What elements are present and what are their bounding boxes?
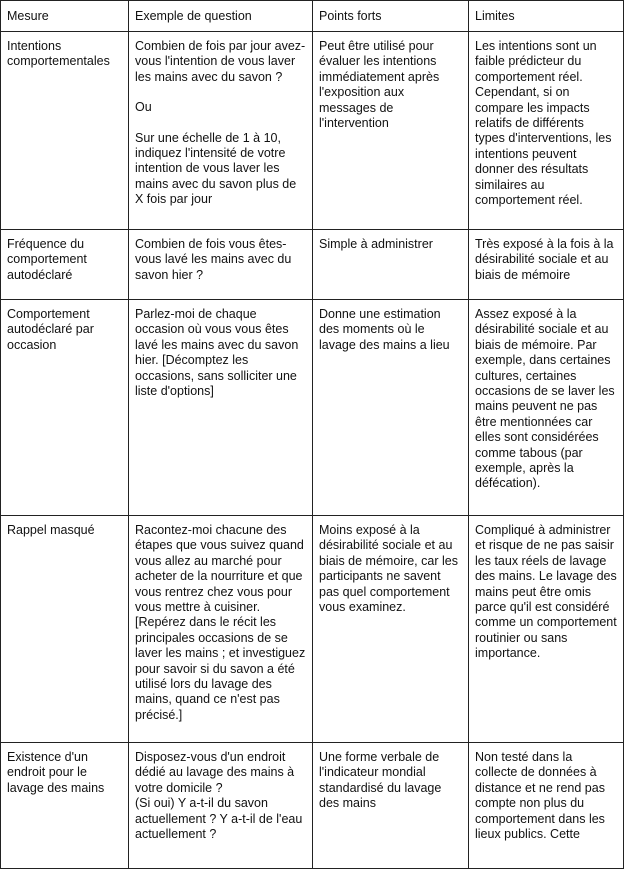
header-measure: Mesure	[1, 1, 129, 32]
measure-cell: Comportement autodéclaré par occasion	[1, 300, 129, 516]
example-cell	[129, 230, 313, 300]
measure-cell: Intentions comportementales	[1, 32, 129, 230]
example-paragraph: Racontez-moi chacune des étapes que vous suivez quand vous allez au marché pour acheter de la nourriture et que vous rentrez chez vous pour vous mettre à cuisiner. [Repérez dans le récit les principales occasions de se laver les mains ; et investiguez pour savoir si du savon a été utilisé lors du lavage des mains, quand ce n'est pas précisé.]	[135, 523, 306, 722]
example-cell	[129, 743, 313, 869]
limits-cell: Compliqué à administrer et risque de ne pas saisir les taux réels de lavage des mains. Le lavage des mains peut être omis parce qu'il est considéré comme un comportement routinier ou sans importance.	[469, 516, 624, 743]
example-paragraph: Combien de fois vous êtes-vous lavé les mains avec du savon hier ?	[135, 237, 292, 282]
table-row	[1, 743, 624, 869]
example-paragraph: Disposez-vous d'un endroit dédié au lavage des mains à votre domicile ? (Si oui) Y a-t-il du savon actuellement ? Y a-t-il de l'eau actuellement ?	[135, 750, 303, 842]
header-example-question: Exemple de question	[129, 1, 313, 32]
header-limits: Limites	[469, 1, 624, 32]
measure-cell: Existence d'un endroit pour le lavage des mains	[1, 743, 129, 869]
header-row	[1, 1, 624, 32]
table-row	[1, 230, 624, 300]
strengths-cell: Peut être utilisé pour évaluer les intentions immédiatement après l'exposition aux messages de l'intervention	[313, 32, 469, 230]
measure-cell: Fréquence du comportement autodéclaré	[1, 230, 129, 300]
limits-cell: Assez exposé à la désirabilité sociale et au biais de mémoire. Par exemple, dans certaines cultures, certaines occasions de se laver les mains peuvent ne pas être mentionnées car elles sont considérées comme tabous (par exemple, après la défécation).	[469, 300, 624, 516]
strengths-cell: Simple à administrer	[313, 230, 469, 300]
example-cell	[129, 32, 313, 230]
example-paragraph: Ou	[135, 100, 152, 115]
strengths-cell: Donne une estimation des moments où le lavage des mains a lieu	[313, 300, 469, 516]
strengths-cell: Moins exposé à la désirabilité sociale et au biais de mémoire, car les participants ne savent pas quel comportement vous examinez.	[313, 516, 469, 743]
example-paragraph: Parlez-moi de chaque occasion où vous vous êtes lavé les mains avec du savon hier. [Décomptez les occasions, sans solliciter une liste d'options]	[135, 307, 299, 399]
limits-cell: Très exposé à la fois à la désirabilité sociale et au biais de mémoire	[469, 230, 624, 300]
table-row	[1, 516, 624, 743]
measure-cell: Rappel masqué	[1, 516, 129, 743]
table-row	[1, 300, 624, 516]
table-row	[1, 32, 624, 230]
header-strengths: Points forts	[313, 1, 469, 32]
example-paragraph: Combien de fois par jour avez-vous l'intention de vous laver les mains avec du savon ?	[135, 39, 306, 84]
strengths-cell: Une forme verbale de l'indicateur mondial standardisé du lavage des mains	[313, 743, 469, 869]
limits-cell: Les intentions sont un faible prédicteur du comportement réel. Cependant, si on compare les impacts relatifs de différents types d'interventions, les intentions peuvent donner des résultats similaires au comportement réel.	[469, 32, 624, 230]
example-paragraph: Sur une échelle de 1 à 10, indiquez l'intensité de votre intention de vous laver les mains avec du savon plus de X fois par jour	[135, 130, 297, 207]
limits-cell: Non testé dans la collecte de données à distance et ne rend pas compte non plus du comportement dans les lieux publics. Cette	[469, 743, 624, 869]
example-cell	[129, 516, 313, 743]
example-cell	[129, 300, 313, 516]
